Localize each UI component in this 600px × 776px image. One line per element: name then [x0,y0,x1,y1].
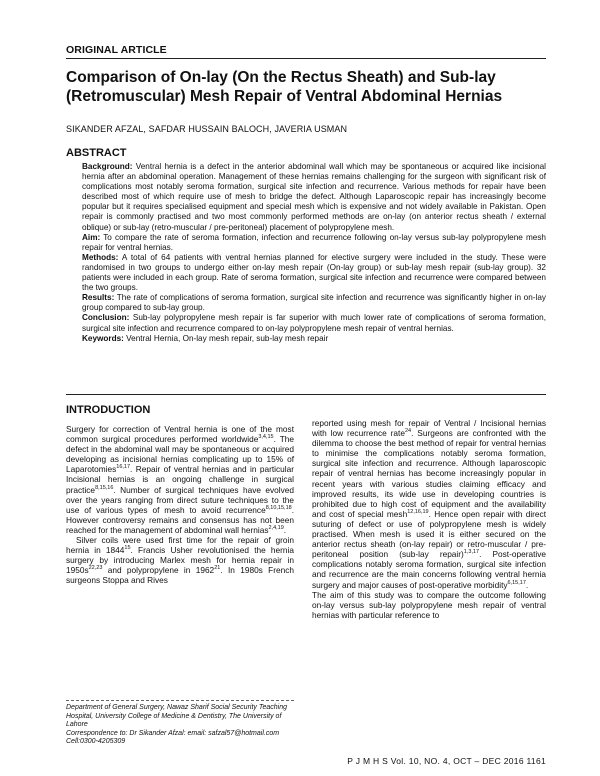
abstract-methods [82,253,546,293]
background-label: Background: [82,162,133,171]
footnote-divider [66,700,294,701]
left-column [66,424,294,586]
abstract-results [82,293,546,313]
citation: 1,3,17 [463,549,480,556]
keywords-text: Ventral Hernia, On-lay mesh repair, sub-lay mesh repair [126,333,329,343]
abstract-background [82,162,546,233]
results-label: Results: [82,293,115,303]
footnote-correspondence: Correspondence to: Dr Sikander Afzal: email: safzal57@hotmail.com Cell:0300-4205309 [66,729,280,746]
methods-text: A total of 64 patients with ventral hernias planned for elective surgery were included in the study. These were randomised in two groups to undergo either on-lay mesh repair (On-lay group) or sub-lay mesh repair (sub-lay group). 32 patients were included in each group. Rate of seroma formation, surgical site infection and recurrence were compared between the two groups. [82,252,546,293]
citation: 22,23 [88,565,103,572]
citation: 12,16,19 [407,509,429,516]
aim-text: To compare the rate of seroma formation, infection and recurrence following on-lay versus sub-lay polypropylene mesh repair for ventral hernias. [82,232,546,252]
top-rule [66,58,546,59]
author-list: SIKANDER AFZAL, SAFDAR HUSSAIN BALOCH, JAVERIA USMAN [66,124,348,134]
text-run: . Number of surgical techniques have evolved over the years ranging from direct suture techniques to the use of various types of mesh to avoid recurrence [66,484,294,515]
keywords-label: Keywords: [82,333,124,343]
conclusion-text: Sub-lay polypropylene mesh repair is far superior with much lower rate of complications of seroma formation, surgical site infection and recurrence compared to on-lay polypropylene mesh repair of ventral hernias. [82,313,546,333]
text-run: . Surgeons are confronted with the dilemma to choose the best method of repair for ventral hernias to minimise the complications notably seroma formation, surgical site infection and recurrence. Although laparoscopic repair of ventral hernias has become increasingly popular in recent years with various studies claiming efficacy and improved results, its wide use in developing countries is prohibited due to high cost of equipment and the availability and cost of special mesh [312,428,546,519]
citation: 21 [214,565,221,572]
text-run: . In 1980s French surgeons Stoppa and Rives [66,565,295,586]
introduction-heading: INTRODUCTION [66,404,151,416]
right-column [312,418,546,620]
abstract-aim [82,233,546,253]
intro-paragraph-2 [66,535,294,585]
section-rule [66,394,546,395]
text-run: . [525,579,529,590]
text-run: . Repair of ventral hernias and in particular Incisional hernias is an ongoing challenge in surgical practice [66,464,294,495]
article-type: ORIGINAL ARTICLE [66,44,167,56]
citation: 3,4,15 [258,434,274,441]
citation: 6,15,17 [507,579,526,586]
text-run: . Francis Usher revolutionised the hernia surgery by introducing Marlex mesh for hernia repair in 1950s [66,545,294,576]
text-run: Silver coils were used first time for the repair of groin hernia in 1844 [66,535,294,556]
text-run: and polypropylene in 1962 [102,565,215,576]
text-run: . However controversy remains and consensus has not been reached for the management of abdominal wall hernias [66,504,294,535]
abstract-conclusion [82,313,546,333]
footnote-affiliation: Department of General Surgery, Nawaz Sharif Social Security Teaching Hospital, University College of Medicine & Dentistry, The University of Lahore [66,704,287,729]
abstract-body [82,162,546,344]
text-run: . Post-operative complications notably seroma formation, surgical site infection and recurrence are the main concerns following ventral hernia surgery and major causes of post-operative morbidity [312,549,546,590]
journal-footer: P J M H S Vol. 10, NO. 4, OCT – DEC 2016 1161 [347,756,546,766]
paper-title: Comparison of On-lay (On the Rectus Sheath) and Sub-lay (Retromuscular) Mesh Repair of Ventral Abdominal Hernias [66,69,503,105]
text-run: . The defect in the abdominal wall may be spontaneous or acquired developing as incisional hernias complicating up to 15% of Laparotomies [66,434,294,475]
text-run: reported using mesh for repair of Ventral / Incisional hernias with low recurrence rate [312,418,546,439]
citation: 15 [124,545,131,552]
citation: 16,17 [116,464,131,471]
intro-paragraph-1 [66,424,294,535]
intro-paragraph-4: The aim of this study was to compare the outcome following on-lay versus sub-lay polypropylene mesh repair of ventral hernias with particular reference to [312,589,546,620]
citation: 8,10,15,18 [265,504,292,511]
intro-paragraph-3 [312,418,546,590]
citation: 2,4,19 [268,525,284,532]
citation: 8,15,16 [95,484,114,491]
conclusion-label: Conclusion: [82,313,130,323]
aim-label: Aim: [82,232,101,242]
results-text: The rate of complications of seroma formation, surgical site infection and recurrence was significantly higher in on-lay group compared to sub-lay group. [82,293,546,313]
methods-label: Methods: [82,252,119,262]
abstract-heading: ABSTRACT [66,147,127,159]
text-run: . Hence open repair with direct suturing of defect or use of polypropylene mesh is widely practised. When mesh is used it is either secured on the anterior rectus sheath (on-lay repair) or retro-muscular / pre-peritoneal position (sub-lay repair) [312,508,546,560]
background-text: Ventral hernia is a defect in the anterior abdominal wall which may be spontaneous or acquired like incisional hernia after an abdominal operation. Management of these hernias remains challenging for the surgeon with significant risk of complications most notably seroma formation, surgical site infection and recurrence. Various methods for repair have been described most of which require use of mesh to bridge the defect. Although Laparoscopic repair has increasingly become popular but it requires specialised equipment and special mesh which is expensive and not widely available in Pakistan. Open repair is commonly practised and two most commonly performed methods are on-lay (on anterior rectus sheath / external oblique) or sub-lay (retro-muscular / pre-peritoneal) placement of polypropylene mesh. [82,162,546,232]
citation: 24 [404,428,412,435]
text-run: . [283,524,287,535]
abstract-keywords [82,334,546,344]
text-run: Surgery for correction of Ventral hernia is one of the most common surgical procedures performed worldwide [66,424,294,445]
footnote [66,704,294,747]
